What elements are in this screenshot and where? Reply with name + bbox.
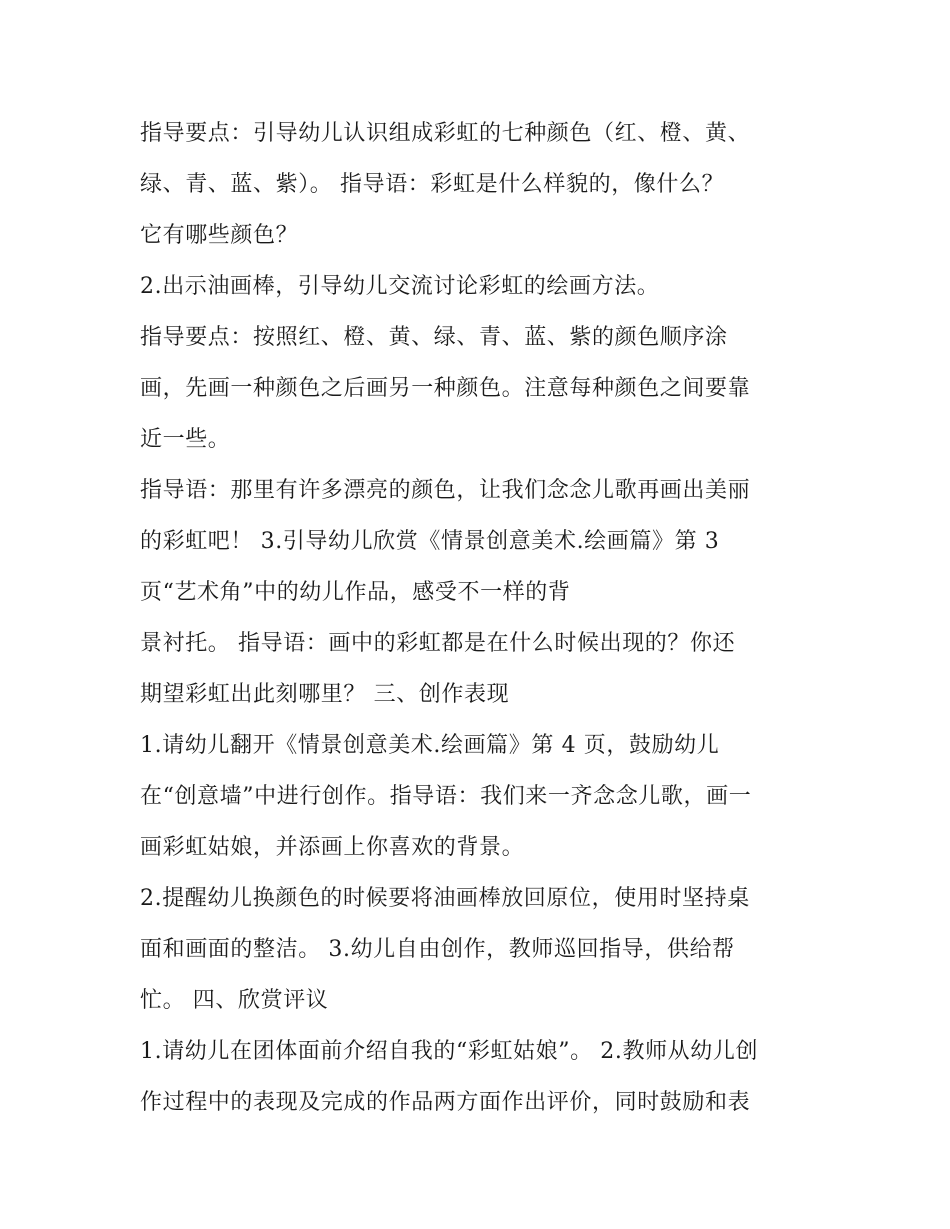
text-line: 作过程中的表现及完成的作品两方面作出评价，同时鼓励和表 [140, 1090, 751, 1115]
text-line: 忙。 四、欣赏评议 [140, 988, 329, 1013]
text-line: 页“艺术角”中的幼儿作品，感受不一样的背 [140, 580, 571, 605]
document-body [140, 108, 840, 1128]
text-line: 面和画面的整洁。 3.幼儿自由创作，教师巡回指导，供给帮 [140, 937, 735, 962]
text-line: 指导要点：按照红、橙、黄、绿、青、蓝、紫的颜色顺序涂 [140, 325, 728, 350]
text-line: 景衬托。 指导语：画中的彩虹都是在什么时候出现的？你还 [140, 631, 736, 656]
text-line: 画，先画一种颜色之后画另一种颜色。注意每种颜色之间要靠 [140, 376, 751, 401]
text-line: 它有哪些颜色？ [140, 223, 299, 248]
text-line: 2.提醒幼儿换颜色的时候要将油画棒放回原位，使用时坚持桌 [140, 886, 750, 911]
text-line: 指导语：那里有许多漂亮的颜色，让我们念念儿歌再画出美丽 [140, 478, 751, 503]
text-line: 的彩虹吧！ 3.引导幼儿欣赏《情景创意美术.绘画篇》第 3 [140, 529, 720, 554]
text-line: 近一些。 [140, 427, 231, 452]
text-line: 2.出示油画棒，引导幼儿交流讨论彩虹的绘画方法。 [140, 274, 660, 299]
text-line: 1.请幼儿在团体面前介绍自我的“彩虹姑娘”。 2.教师从幼儿创 [140, 1039, 759, 1064]
text-line: 在“创意墙”中进行创作。指导语：我们来一齐念念儿歌，画一 [140, 784, 752, 809]
text-line: 期望彩虹出此刻哪里？ 三、创作表现 [140, 682, 510, 707]
text-line: 1.请幼儿翻开《情景创意美术.绘画篇》第 4 页，鼓励幼儿 [140, 733, 720, 758]
text-line: 指导要点：引导幼儿认识组成彩虹的七种颜色（红、橙、黄、 [140, 121, 751, 146]
text-line: 绿、青、蓝、紫）。 指导语：彩虹是什么样貌的，像什么？ [140, 172, 725, 197]
text-line: 画彩虹姑娘，并添画上你喜欢的背景。 [140, 835, 525, 860]
